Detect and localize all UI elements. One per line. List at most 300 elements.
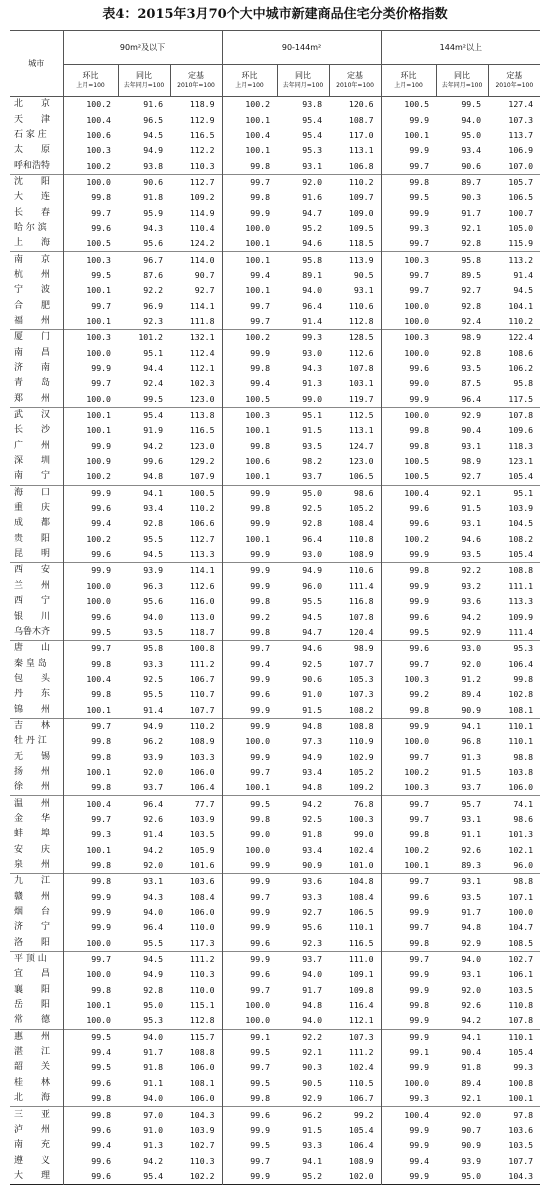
index-value-cell: 96.2 [143,736,163,747]
sub-header-bottom: 2010年=100 [495,81,534,89]
index-value-cell: 122.4 [488,330,540,346]
index-value-cell: 108.4 [329,516,381,531]
index-value-cell: 95.7 [436,796,488,812]
city-name-cell: 三 亚 [10,1107,63,1123]
city-name-cell: 石 家 庄 [10,128,63,143]
index-value-cell: 100.0 [381,407,436,423]
index-value-cell: 100.0 [245,736,271,747]
index-value-cell: 94.9 [277,563,329,579]
table-row [10,874,540,890]
index-value-cell: 92.0 [143,860,163,871]
index-value-cell: 94.0 [143,1093,163,1104]
index-value-cell: 91.0 [143,1124,163,1135]
index-value-cell: 112.5 [329,407,381,423]
index-value-cell: 124.7 [329,439,381,454]
city-name-cell: 唐 山 [10,641,63,657]
index-value-cell: 99.4 [91,1140,111,1151]
index-value-cell: 93.1 [461,440,482,451]
index-value-cell: 100.1 [63,407,118,423]
index-value-cell: 94.0 [461,114,482,125]
index-value-cell: 100.2 [86,99,111,110]
table-row [10,376,540,391]
index-value-cell: 100.8 [170,641,222,657]
index-value-cell: 92.9 [461,626,482,637]
index-value-cell: 108.8 [488,563,540,579]
index-value-cell: 91.9 [143,425,163,436]
table-row [10,796,540,812]
index-value-cell: 99.4 [91,1047,111,1058]
city-name-cell: 湛 江 [10,1045,63,1060]
city-name-cell: 南 京 [10,252,63,268]
index-value-cell: 99.5 [409,192,430,203]
city-name-cell: 九 江 [10,874,63,890]
city-name-cell: 大 理 [10,1169,63,1185]
index-value-cell: 99.9 [91,363,111,374]
index-value-cell: 103.3 [170,749,222,764]
index-value-cell: 100.0 [86,1015,111,1026]
index-value-cell: 103.9 [170,812,222,827]
table-row [10,283,540,298]
city-name-cell: 北 京 [10,97,63,113]
index-value-cell: 101.6 [170,858,222,874]
sub-header-bottom: 2010年=100 [177,81,215,89]
index-value-cell: 99.9 [250,673,271,684]
index-value-cell: 90.5 [329,268,381,283]
city-name-cell: 惠 州 [10,1029,63,1045]
table-row [10,594,540,609]
sub-header-2-1 [436,65,488,97]
sub-header-bottom: 上月=100 [394,81,423,89]
index-value-cell: 112.2 [170,143,222,158]
index-value-cell: 105.2 [329,501,381,516]
index-value-cell: 99.0 [329,827,381,842]
index-value-cell: 114.0 [170,252,222,268]
index-value-cell: 110.2 [170,718,222,734]
index-value-cell: 91.8 [461,1062,482,1073]
index-value-cell: 100.7 [508,207,534,218]
city-column-header: 城市 [10,31,63,97]
index-value-cell: 119.7 [329,392,381,408]
index-value-cell: 93.7 [302,471,323,482]
index-value-cell: 95.8 [436,252,488,268]
index-value-cell: 93.0 [302,549,323,560]
index-value-cell: 99.8 [250,363,271,374]
index-value-cell: 106.2 [508,363,534,374]
index-value-cell: 95.3 [302,145,323,156]
index-value-cell: 108.8 [329,718,381,734]
city-name-cell: 北 海 [10,1091,63,1107]
table-row [10,702,540,718]
index-value-cell: 99.8 [250,440,271,451]
index-value-cell: 98.9 [436,330,488,346]
index-value-cell: 100.0 [508,907,534,918]
group-header-small: 90m²及以下 [63,31,222,65]
index-value-cell: 94.2 [461,611,482,622]
index-value-cell: 99.7 [250,315,271,326]
index-value-cell: 99.5 [250,1077,271,1088]
index-value-cell: 99.0 [302,393,323,404]
index-value-cell: 98.2 [302,456,323,467]
index-value-cell: 132.1 [170,330,222,346]
index-value-cell: 94.1 [436,1029,488,1045]
index-value-cell: 110.3 [170,1153,222,1168]
index-value-cell: 118.3 [508,440,534,451]
index-value-cell: 102.2 [170,1169,222,1185]
table-row [10,858,540,874]
index-value-cell: 100.1 [86,766,111,777]
city-name-cell: 郑 州 [10,392,63,408]
index-value-cell: 92.3 [302,937,323,948]
index-value-cell: 110.3 [170,967,222,982]
table-row [10,1013,540,1029]
sub-header-top: 环比 [82,70,99,80]
index-value-cell: 111.1 [508,580,534,591]
index-value-cell: 90.5 [302,1077,323,1088]
index-value-cell: 89.4 [461,689,482,700]
sub-header-top: 同比 [295,70,312,80]
index-value-cell: 92.7 [461,285,482,296]
index-value-cell: 99.8 [250,192,271,203]
index-value-cell: 106.0 [170,765,222,780]
index-value-cell: 110.2 [170,501,222,516]
sub-header-bottom: 去年同月=100 [282,81,324,89]
city-name-cell: 南 充 [10,1138,63,1153]
index-value-cell: 99.7 [409,238,430,249]
index-value-cell: 91.8 [143,1062,163,1073]
index-value-cell: 99.9 [91,922,111,933]
index-value-cell: 94.0 [302,1015,323,1026]
index-value-cell: 94.2 [461,1015,482,1026]
index-value-cell: 112.6 [329,346,381,361]
index-value-cell: 106.7 [329,1091,381,1107]
index-value-cell: 100.1 [245,782,271,793]
index-value-cell: 99.6 [91,503,111,514]
city-name-cell: 大 连 [10,190,63,205]
index-value-cell: 90.7 [461,1124,482,1135]
index-value-cell: 93.5 [302,440,323,451]
table-row [10,579,540,594]
index-value-cell: 99.5 [63,1029,118,1045]
city-name-cell: 平 顶 山 [10,951,63,967]
sub-header-bottom: 上月=100 [235,81,264,89]
city-name-cell: 烟 台 [10,905,63,920]
index-value-cell: 76.8 [329,796,381,812]
index-value-cell: 93.3 [143,658,163,669]
city-name-cell: 遵 义 [10,1153,63,1168]
index-value-cell: 99.4 [250,378,271,389]
index-value-cell: 103.9 [170,1123,222,1138]
index-value-cell: 100.4 [381,485,436,501]
index-value-cell: 118.5 [329,236,381,252]
index-value-cell: 94.5 [143,129,163,140]
index-value-cell: 116.5 [170,423,222,438]
sub-header-top: 同比 [454,70,471,80]
index-value-cell: 102.7 [170,1138,222,1153]
index-value-cell: 118.7 [170,625,222,641]
index-value-cell: 99.6 [250,969,271,980]
sub-header-2-0 [381,65,436,97]
index-value-cell: 95.5 [143,937,163,948]
index-value-cell: 99.8 [91,658,111,669]
index-value-cell: 94.5 [143,549,163,560]
index-value-cell: 107.8 [488,407,540,423]
index-value-cell: 93.1 [461,813,482,824]
index-value-cell: 114.1 [170,298,222,313]
index-value-cell: 100.4 [381,1107,436,1123]
index-value-cell: 105.4 [508,549,534,560]
city-name-cell: 赣 州 [10,890,63,905]
index-value-cell: 95.1 [488,485,540,501]
index-value-cell: 96.9 [143,300,163,311]
city-name-cell: 温 州 [10,796,63,812]
index-value-cell: 99.7 [250,891,271,902]
table-row [10,174,540,190]
index-value-cell: 93.7 [143,782,163,793]
group-header-large: 144m²以上 [381,31,540,65]
index-value-cell: 98.6 [329,485,381,501]
index-value-cell: 99.9 [250,207,271,218]
index-value-cell: 99.7 [91,300,111,311]
index-value-cell: 90.6 [118,174,170,190]
index-value-cell: 100.9 [86,456,111,467]
table-row [10,469,540,485]
index-value-cell: 95.5 [143,533,163,544]
index-value-cell: 99.8 [381,563,436,579]
index-value-cell: 99.0 [250,829,271,840]
index-value-cell: 100.5 [170,485,222,501]
index-value-cell: 94.6 [461,533,482,544]
table-row [10,998,540,1013]
table-row [10,843,540,858]
index-value-cell: 100.0 [404,736,430,747]
city-name-cell: 无 锡 [10,749,63,764]
index-value-cell: 110.2 [329,174,381,190]
index-value-cell: 99.9 [409,907,430,918]
sub-header-0-1 [118,65,170,97]
table-row [10,936,540,952]
index-value-cell: 99.9 [222,485,277,501]
index-value-cell: 99.7 [409,269,430,280]
index-value-cell: 92.5 [143,673,163,684]
index-value-cell: 99.8 [91,1093,111,1104]
index-value-cell: 100.0 [245,222,271,233]
index-value-cell: 92.6 [461,844,482,855]
index-value-cell: 100.3 [404,673,430,684]
index-value-cell: 99.1 [222,1029,277,1045]
index-value-cell: 94.0 [143,611,163,622]
index-value-cell: 99.4 [409,1155,430,1166]
index-value-cell: 100.1 [508,1093,534,1104]
index-value-cell: 117.0 [329,128,381,143]
index-value-cell: 100.2 [245,99,271,110]
city-name-cell: 合 肥 [10,298,63,313]
table-row [10,252,540,268]
index-value-cell: 94.7 [302,207,323,218]
index-value-cell: 100.0 [404,347,430,358]
city-name-cell: 沈 阳 [10,174,63,190]
city-name-cell: 桂 林 [10,1076,63,1091]
index-value-cell: 109.8 [329,983,381,998]
index-value-cell: 103.8 [508,766,534,777]
index-value-cell: 99.9 [250,860,271,871]
index-value-cell: 99.2 [250,611,271,622]
index-value-cell: 90.9 [461,704,482,715]
index-value-cell: 100.2 [404,533,430,544]
index-value-cell: 109.9 [508,611,534,622]
index-value-cell: 106.4 [508,658,534,669]
table-row [10,1076,540,1091]
index-value-cell: 87.5 [461,378,482,389]
index-value-cell: 118.9 [170,97,222,113]
index-value-cell: 100.3 [222,407,277,423]
index-value-cell: 99.9 [409,549,430,560]
index-value-cell: 94.8 [302,1000,323,1011]
index-value-cell: 94.5 [513,285,534,296]
index-value-cell: 100.1 [245,533,271,544]
index-value-cell: 108.4 [329,890,381,905]
index-value-cell: 100.8 [508,1077,534,1088]
index-value-cell: 92.7 [170,283,222,298]
index-value-cell: 115.7 [170,1029,222,1045]
index-value-cell: 94.2 [277,796,329,812]
sub-header-1-0 [222,65,277,97]
index-value-cell: 93.0 [302,347,323,358]
index-value-cell: 93.6 [277,874,329,890]
index-value-cell: 93.1 [329,283,381,298]
city-name-cell: 杭 州 [10,268,63,283]
city-name-cell: 蚌 埠 [10,827,63,842]
table-row [10,827,540,842]
city-name-cell: 西 宁 [10,594,63,609]
index-value-cell: 99.7 [409,658,430,669]
table-row [10,734,540,749]
index-value-cell: 99.7 [381,874,436,890]
table-row [10,625,540,641]
table-row [10,501,540,516]
table-row [10,346,540,361]
index-value-cell: 92.5 [302,503,323,514]
index-value-cell: 100.2 [222,330,277,346]
index-value-cell: 99.9 [409,984,430,995]
table-row [10,330,540,346]
index-value-cell: 110.8 [508,1000,534,1011]
index-value-cell: 114.1 [170,563,222,579]
index-value-cell: 93.9 [143,751,163,762]
index-value-cell: 93.0 [436,641,488,657]
index-value-cell: 99.8 [63,874,118,890]
index-value-cell: 99.5 [409,626,430,637]
table-row [10,190,540,205]
index-value-cell: 100.1 [86,425,111,436]
index-value-cell: 99.9 [250,347,271,358]
index-value-cell: 113.9 [329,252,381,268]
index-value-cell: 107.8 [508,1015,534,1026]
index-value-cell: 94.0 [302,969,323,980]
index-value-cell: 99.6 [91,222,111,233]
index-value-cell: 95.4 [118,407,170,423]
index-value-cell: 94.2 [143,1155,163,1166]
index-value-cell: 99.9 [409,114,430,125]
index-value-cell: 92.0 [277,174,329,190]
index-value-cell: 100.0 [245,1000,271,1011]
table-row [10,221,540,236]
index-value-cell: 93.5 [461,891,482,902]
index-value-cell: 91.1 [461,829,482,840]
index-value-cell: 105.0 [508,222,534,233]
index-value-cell: 99.9 [222,874,277,890]
index-value-cell: 99.5 [461,99,482,110]
index-value-cell: 100.0 [404,1077,430,1088]
index-value-cell: 112.1 [170,361,222,376]
index-value-cell: 99.7 [63,641,118,657]
index-value-cell: 93.7 [277,951,329,967]
city-name-cell: 济 宁 [10,920,63,935]
index-value-cell: 99.8 [91,192,111,203]
index-value-cell: 108.8 [170,1045,222,1060]
index-value-cell: 99.7 [250,300,271,311]
index-value-cell: 99.5 [250,1047,271,1058]
index-value-cell: 99.9 [409,145,430,156]
index-value-cell: 99.5 [250,1140,271,1151]
index-value-cell: 102.0 [329,1169,381,1185]
index-value-cell: 116.5 [170,128,222,143]
index-value-cell: 100.0 [245,844,271,855]
index-value-cell: 108.4 [170,890,222,905]
index-value-cell: 106.4 [170,780,222,796]
index-value-cell: 92.0 [461,984,482,995]
city-name-cell: 常 德 [10,1013,63,1029]
city-name-cell: 金 华 [10,812,63,827]
index-value-cell: 95.4 [143,1170,163,1181]
index-value-cell: 95.4 [302,114,323,125]
index-value-cell: 110.6 [329,298,381,313]
index-value-cell: 92.8 [302,518,323,529]
index-value-cell: 102.8 [508,689,534,700]
city-name-cell: 深 圳 [10,454,63,469]
index-value-cell: 99.8 [91,782,111,793]
city-name-cell: 南 昌 [10,346,63,361]
index-value-cell: 99.8 [513,673,534,684]
index-value-cell: 93.3 [302,891,323,902]
index-value-cell: 92.7 [461,471,482,482]
index-value-cell: 99.9 [250,1124,271,1135]
index-value-cell: 100.1 [245,114,271,125]
index-value-cell: 91.2 [461,673,482,684]
index-value-cell: 99.8 [409,440,430,451]
index-value-cell: 99.7 [250,984,271,995]
index-value-cell: 99.9 [91,907,111,918]
index-value-cell: 95.2 [302,1170,323,1181]
index-value-cell: 95.4 [302,129,323,140]
index-value-cell: 99.9 [250,1170,271,1181]
index-value-cell: 92.1 [461,1093,482,1104]
index-value-cell: 107.7 [170,702,222,718]
index-value-cell: 90.7 [170,268,222,283]
index-value-cell: 94.2 [143,844,163,855]
index-value-cell: 95.3 [488,641,540,657]
index-value-cell: 123.1 [508,456,534,467]
index-value-cell: 99.8 [250,626,271,637]
index-value-cell: 99.8 [91,689,111,700]
index-value-cell: 91.6 [143,99,163,110]
index-value-cell: 109.0 [329,205,381,220]
index-value-cell: 94.9 [118,718,170,734]
index-value-cell: 96.4 [302,533,323,544]
index-value-cell: 94.9 [143,145,163,156]
index-value-cell: 115.9 [508,238,534,249]
index-value-cell: 93.4 [302,844,323,855]
index-value-cell: 94.8 [461,922,482,933]
